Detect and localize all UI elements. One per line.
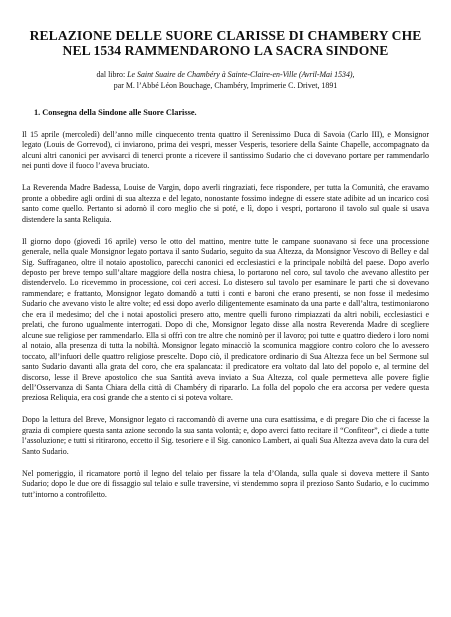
source-citation	[22, 70, 429, 91]
paragraph: Nel pomeriggio, il ricamatore portò il legno del telaio per fissare la tela d’Olanda, sulla quale si doveva mettere il Santo Sudario; dopo le due ore di fissaggio sul telaio e sulle traversine, vi stendemmo sopra il prezioso Santo Sudario, e lo cucimmo tutt’intorno a controfiletto.	[22, 468, 429, 499]
section-heading: 1. Consegna della Sindone alle Suore Clarisse.	[34, 108, 197, 117]
paragraph: Il giorno dopo (giovedì 16 aprile) verso le otto del mattino, mentre tutte le campane suonavano si fece una processione generale, nella quale Monsignor legato portava il santo Sudario, seguito da sua Altezza, da Monsignor Vescovo di Belley e dal Sig. Suffraganeo, oltre il notaio apostolico, parecchi canonici ed ecclesiastici e la principale nobiltà del paese. Dopo averlo deposto per breve tempo sull’altare maggiore della nostra chiesa, lo portarono nel coro, sul tavolo che avevano allestito per distendervelo. Lo ricevemmo in processione, coi ceri accesi. Lo distesero sul tavolo per esaminare le parti che si dovevano rammendare; e frattanto, Monsignor legato domandò a tutti i conti e baroni che erano presenti, se non fosse il medesimo Sudario che avevano visto le altre volte; ed essi dopo averlo diligentemente esaminato da una parte e dall’altra, testimoniarono che era il medesimo; del che i notai apostolici presero atto, mentre quelli furono rimpiazzati da altri nobili, ecclesiastici e prelati, che furono ugualmente interrogati. Dopo di che, Monsignor legato disse alla nostra Reverenda Madre di scegliere alcune sue religiose per rammendarlo. Ella si offrì con tre altre che nominò per il lavoro; poi tutte e quattro diedero i loro nomi al notaio, alla presenza di tutta la nobiltà. Monsignor legato minacciò la scomunica maggiore contro coloro che lo avessero toccato, all’infuori delle quattro religiose prescelte. Dopo ciò, il predicatore ordinario di Sua Altezza fece un bel Sermone sul santo Sudario davanti alla grata del coro, che era spalancata: il predicatore era voltato dal lato del popolo e, al termine del discorso, lesse il Breve apostolico che sua Santità aveva inviato a Sua Altezza, col quale permetteva alle povere figlie dell’Osservanza di Santa Chiara della città di Chambéry di ripararlo. La folla del popolo che era accorsa per vedere questa preziosa Reliquia, era così grande che a stento ci si poteva voltare.	[22, 236, 429, 403]
paragraph: Il 15 aprile (mercoledì) dell’anno mille cinquecento trenta quattro il Serenissimo Duca di Savoia (Carlo III), e Monsignor legato (Louis de Gorrevod), ci inviarono, prima dei vespri, messer Vesperis, tesoriere della Sainte Chapelle, accompagnato da alcuni altri canonici per avvisarci di tenerci pronte a ricevere il santissimo Sudario che ci dovevano portare per rammendarlo nei punti dove il fuoco l’aveva bruciato.	[22, 130, 429, 171]
source-author: par M. l’Abbé Léon Bouchage, Chambéry, Imprimerie C. Drivet, 1891	[113, 80, 338, 90]
body-text	[22, 130, 429, 500]
title-line-2: NEL 1534 RAMMENDARONO LA SACRA SINDONE	[62, 43, 389, 58]
title-line-1: RELAZIONE DELLE SUORE CLARISSE DI CHAMBERY CHE	[29, 28, 422, 43]
document-title	[22, 28, 429, 58]
source-prefix: dal libro:	[96, 70, 128, 79]
paragraph: Dopo la lettura del Breve, Monsignor legato ci raccomandò di averne una cura esattissima, e di pregare Dio che ci facesse la grazia di compiere questa santa azione secondo la sua santa volontà; e, dopo averci fatto recitare il “Confiteor”, ci diede a tutte l’assoluzione; e tutti si ritirarono, eccetto il Sig. tesoriere e il Sig. canonico Lambert, ai quali Sua Altezza aveva dato la cura del Santo Sudario.	[22, 415, 429, 456]
paragraph: La Reverenda Madre Badessa, Louise de Vargin, dopo averli ringraziati, fece rispondere, per tutta la Comunità, che eravamo pronte a obbedire agli ordini di sua altezza e del legato, nonostante fossimo indegne di essere state adibite ad un incarico così santo come quello. Pertanto si adornò il coro meglio che si poté, e lì, dopo i vespri, portarono il tavolo sul quale si usava distendere la santa Reliquia.	[22, 183, 429, 224]
source-book-title: Le Saint Suaire de Chambéry à Sainte-Claire-en-Ville (Avril-Mai 1534),	[127, 70, 355, 79]
